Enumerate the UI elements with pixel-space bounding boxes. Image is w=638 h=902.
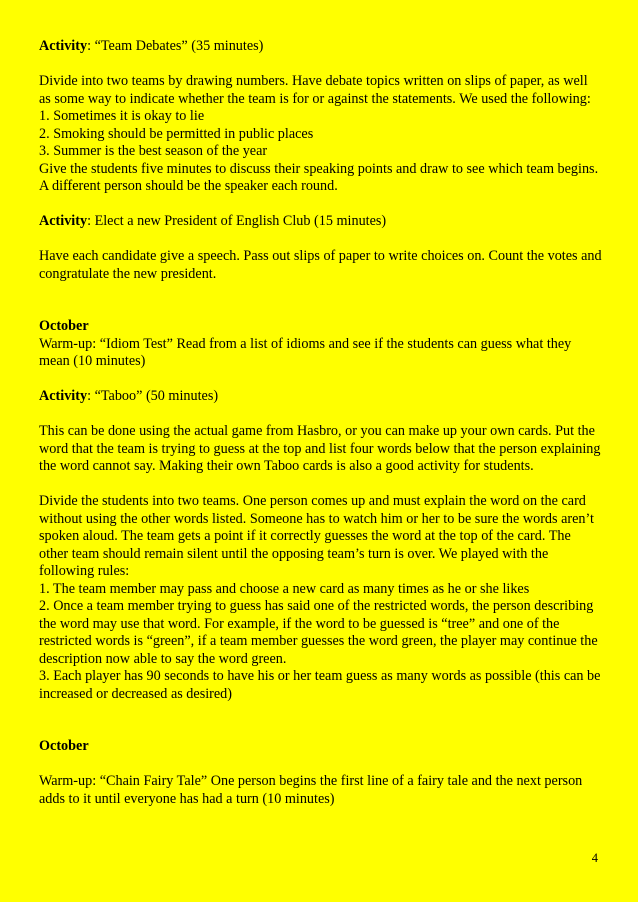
bold-label: Activity [39,213,88,229]
paragraph [39,213,602,231]
paragraph-text: Warm-up: “Idiom Test” Read from a list of idioms and see if the students can guess what they mean (10 minutes) [39,335,572,369]
paragraph-text: 1. The team member may pass and choose a new card as many times as he or she likes [39,580,530,597]
paragraph-gap [39,703,602,738]
page-number: 4 [591,851,598,865]
paragraph-text: Warm-up: “Chain Fairy Tale” One person begins the first line of a fairy tale and the next person adds to it until everyone has had a turn (10 minutes) [39,773,583,807]
paragraph-gap [39,406,602,424]
paragraph-gap [39,283,602,318]
paragraph [39,248,602,283]
bold-label: Activity [39,38,88,54]
paragraph [39,423,602,476]
paragraph-gap [39,196,602,214]
paragraph-text: 2. Smoking should be permitted in public places [39,125,314,142]
paragraph-text: This can be done using the actual game from Hasbro, or you can make up your own cards. Put the word that the team is trying to guess at the top and list four words below that the person explaining the word cannot say. Making their own Taboo cards is also a good activity for students. [39,423,601,474]
paragraph-text: Divide the students into two teams. One person comes up and must explain the word on the card without using the other words listed. Someone has to watch him or her to be sure the words aren’t spoken aloud. The team gets a point if it correctly guesses the word at the top of the card. The other team should remain silent until the opposing team’s turn is over. We played with the following rules: [39,493,594,579]
paragraph [39,161,602,196]
paragraph-text: : “Taboo” (50 minutes) [87,388,219,404]
paragraph [39,108,602,126]
paragraph [39,773,602,808]
paragraph-gap [39,756,602,774]
page-content [39,38,602,808]
paragraph [39,38,602,56]
paragraph [39,388,602,406]
paragraph-text: Give the students five minutes to discuss their speaking points and draw to see which team begins. A different person should be the speaker each round. [39,160,599,194]
paragraph-text: 3. Each player has 90 seconds to have his or her team guess as many words as possible (this can be increased or decreased as desired) [39,668,601,702]
paragraph [39,581,602,599]
paragraph-text: Divide into two teams by drawing numbers. Have debate topics written on slips of paper, as well as some way to indicate whether the team is for or against the statements. We used the following: [39,73,591,107]
paragraph [39,126,602,144]
paragraph [39,598,602,668]
paragraph-gap [39,56,602,74]
paragraph-text: Have each candidate give a speech. Pass out slips of paper to write choices on. Count the votes and congratulate the new president. [39,248,602,282]
paragraph-text: : “Team Debates” (35 minutes) [87,38,264,54]
paragraph-text: 3. Summer is the best season of the year [39,143,268,159]
paragraph [39,73,602,108]
paragraph-text: 1. Sometimes it is okay to lie [39,108,205,124]
paragraph-text: 2. Once a team member trying to guess has said one of the restricted words, the person describing the word may use that word. For example, if the word to be guessed is “tree” and one of the restricted words is “green”, if a team member guesses the word green, the player may continue the description now able to say the word green. [39,598,598,667]
paragraph-text: : Elect a new President of English Club (15 minutes) [87,213,387,229]
paragraph [39,336,602,371]
paragraph-gap [39,371,602,389]
paragraph [39,668,602,703]
paragraph-gap [39,476,602,494]
paragraph-gap [39,231,602,249]
paragraph [39,318,602,336]
paragraph [39,738,602,756]
bold-label: October [39,738,89,754]
bold-label: Activity [39,388,88,404]
paragraph [39,143,602,161]
bold-label: October [39,318,89,334]
paragraph [39,493,602,581]
